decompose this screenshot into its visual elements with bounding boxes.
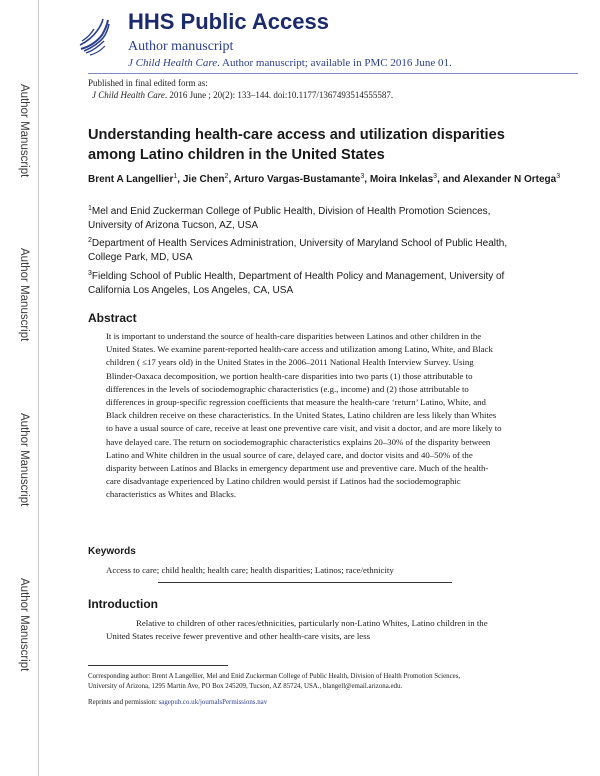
header-journal: J Child Health Care (128, 57, 218, 69)
affiliation-text: Fielding School of Public Health, Department of Health Policy and Management, University of California Los Angeles, Los Angeles, CA, USA (88, 271, 505, 296)
published-journal: J Child Health Care (92, 90, 165, 100)
author-name: Jie Chen (182, 174, 225, 185)
author-name: Arturo Vargas-Bustamante (233, 174, 361, 185)
side-label: Author Manuscript (18, 248, 30, 342)
affiliation-number: 3 (88, 270, 92, 277)
author-affiliation-mark: 2 (224, 173, 229, 180)
abstract-body: It is important to understand the source of health-care disparities between Latinos and other children in the United States. We examine parent-reported health-care access and utilization among Latino, White, and Black children ( ≤17 years old) in the United States in the 2006–2011 National Health Interview Survey. Using Blinder-Oaxaca decomposition, we portion health-care disparities into two parts (1) those attributable to differences in the levels of sociodemographic characteristics (e.g., income) and (2) those attributable to differences in group-specific regression coefficients that measure the health-care ‘return’ Latino, White, and Black children receive on these characteristics. In the United States, Latino children are less likely than Whites to have a usual source of care, receive at least one preventive care visit, and visit a doctor, and are more likely to have delayed care. The return on sociodemographic characteristics explains 20–30% of the disparity between Latino and White children in the usual source of care, delayed care, and doctor visits and 40–50% of the disparity between Latinos and Blacks in emergency department use and preventive care. Much of the health-care disadvantage experienced by Latino children would persist if Latinos had the sociodemographic characteristics as Whites and Blacks. (106, 331, 502, 500)
hhs-public-access-title: HHS Public Access (128, 9, 329, 34)
affiliation (88, 270, 508, 298)
published-note: Published in final edited form as: (88, 78, 208, 88)
keywords-heading: Keywords (88, 546, 136, 557)
published-citation (92, 89, 393, 101)
reprints-label: Reprints and permission: (88, 699, 159, 706)
author-affiliation-mark: 3 (556, 173, 561, 180)
corresponding-author-note: Corresponding author: Brent A Langellier, Mel and Enid Zuckerman College of Public Health, Division of Health Promotion Sciences, University of Arizona, 1295 Martin Ave, PO Box 245209, Tucson, AZ 85724, USA., blangell@email.arizona.edu. (88, 673, 461, 690)
published-details: . 2016 June ; 20(2): 133–144. doi:10.1177/1367493514555587. (164, 90, 394, 100)
affiliation (88, 237, 508, 265)
header-availability: . Author manuscript; available in PMC 2016 June 01. (217, 57, 452, 69)
author-separator: , and (437, 174, 463, 185)
affiliation-text: Mel and Enid Zuckerman College of Public Health, Division of Health Promotion Sciences, University of Arizona Tucson, AZ, USA (88, 206, 491, 231)
hhs-eagle-logo (78, 17, 110, 57)
section-divider (158, 582, 452, 583)
author-name: Alexander N Ortega (462, 174, 557, 185)
affiliation-number: 2 (88, 237, 92, 244)
header-rule (88, 73, 578, 74)
keywords-list: Access to care; child health; health care; health disparities; Latinos; race/ethnicity (106, 565, 394, 575)
reprints-note (88, 698, 267, 708)
author-manuscript-sidebar (0, 0, 39, 776)
author-affiliation-mark: 3 (360, 173, 365, 180)
header-citation (128, 57, 452, 70)
introduction-heading: Introduction (88, 597, 158, 611)
introduction-body: Relative to children of other races/ethnicities, particularly non-Latino Whites, Latino children in the United States receive fewer preventive and other health-care visits, are less (106, 618, 488, 641)
author-separator: , (177, 174, 183, 185)
abstract-heading: Abstract (88, 311, 137, 325)
author-separator: , (228, 174, 234, 185)
footnote-rule (88, 665, 228, 666)
author-separator: , (364, 174, 370, 185)
article-title: Understanding health-care access and utilization disparities among Latino children in the United States (88, 127, 505, 163)
permissions-link[interactable]: sagepub.co.uk/journalsPermissions.nav (158, 699, 268, 706)
author-affiliation-mark: 3 (433, 173, 438, 180)
affiliation-text: Department of Health Services Administration, University of Maryland School of Public Health, College Park, MD, USA (88, 238, 508, 263)
author-manuscript-subtitle: Author manuscript (128, 39, 234, 54)
affiliation (88, 205, 508, 233)
side-label: Author Manuscript (18, 413, 30, 507)
affiliation-number: 1 (88, 205, 92, 212)
author-name: Moira Inkelas (369, 174, 434, 185)
side-label: Author Manuscript (18, 578, 30, 672)
side-label: Author Manuscript (18, 84, 30, 178)
author-name: Brent A Langellier (88, 174, 174, 185)
author-affiliation-mark: 1 (173, 173, 178, 180)
author-list (88, 172, 583, 187)
